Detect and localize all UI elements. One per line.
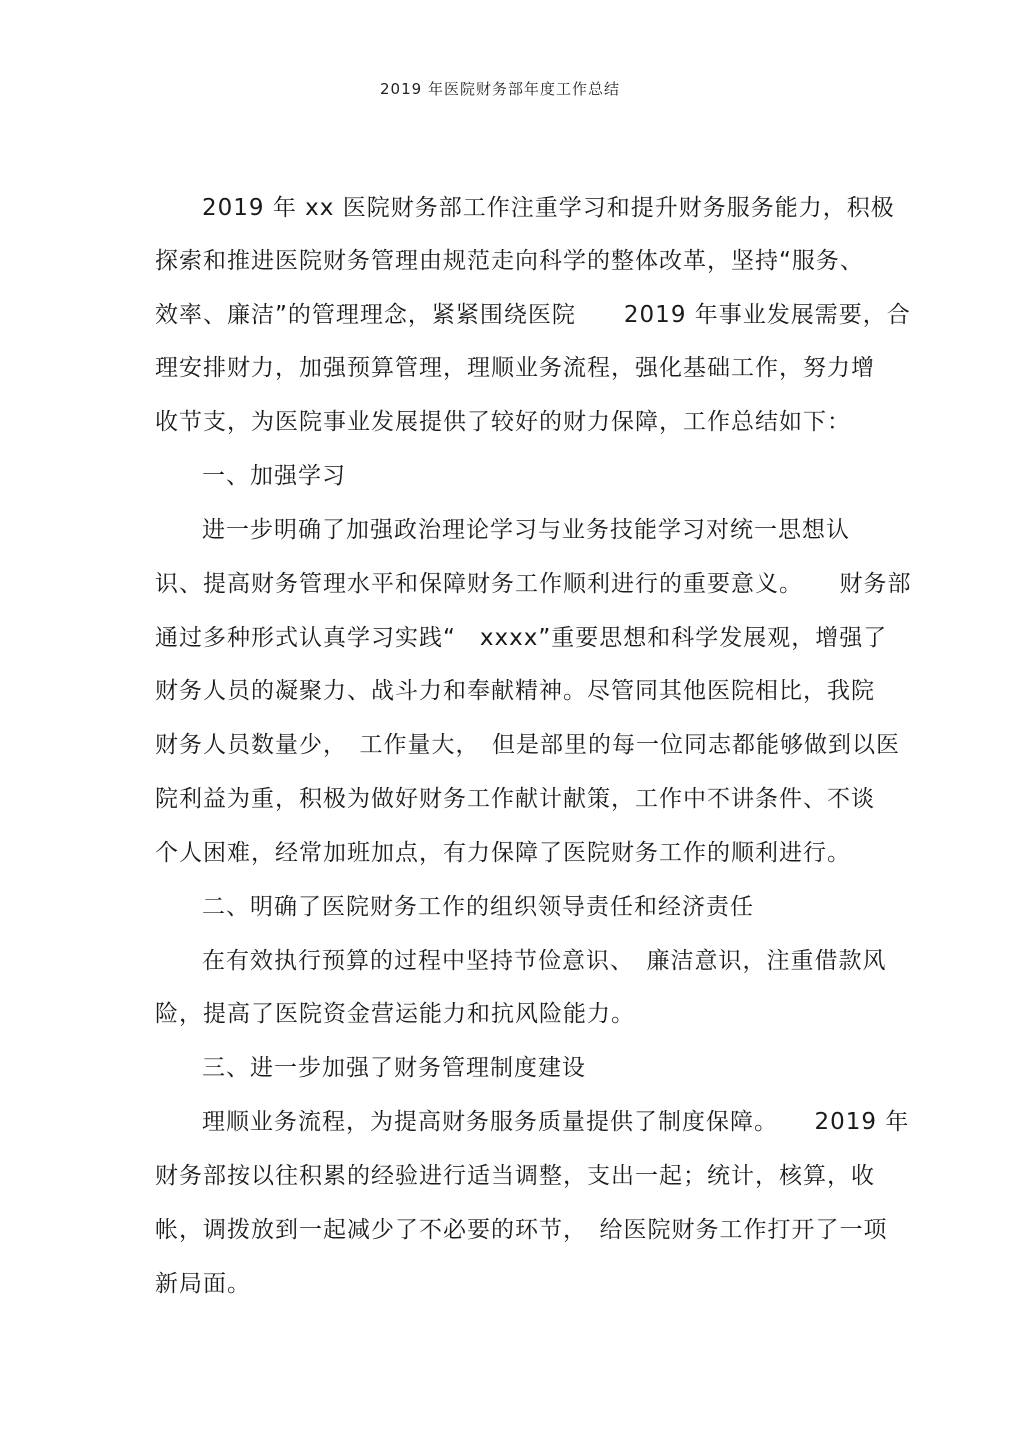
paragraph-line: 2019 年 xx 医院财务部工作注重学习和提升财务服务能力，积极	[202, 195, 895, 221]
paragraph-line: 个人困难，经常加班加点，有力保障了医院财务工作的顺利进行。	[155, 840, 851, 866]
paragraph-line: 识、提高财务管理水平和保障财务工作顺利进行的重要意义。 财务部	[155, 571, 912, 597]
paragraph-line: 通过多种形式认真学习实践“ xxxx”重要思想和科学发展观，增强了	[155, 625, 888, 651]
section-heading: 二、明确了医院财务工作的组织领导责任和经济责任	[202, 894, 754, 920]
paragraph-line: 在有效执行预算的过程中坚持节俭意识、 廉洁意识，注重借款风	[202, 948, 887, 974]
paragraph-line: 理顺业务流程，为提高财务服务质量提供了制度保障。 2019 年	[202, 1109, 910, 1135]
paragraph-line: 探索和推进医院财务管理由规范走向科学的整体改革，坚持“服务、	[155, 248, 864, 274]
paragraph-line: 新局面。	[155, 1271, 251, 1297]
section-heading: 三、进一步加强了财务管理制度建设	[202, 1055, 586, 1081]
paragraph-line: 险，提高了医院资金营运能力和抗风险能力。	[155, 1001, 635, 1027]
paragraph-line: 财务部按以往积累的经验进行适当调整，支出一起；统计，核算，收	[155, 1163, 875, 1189]
paragraph-line: 收节支，为医院事业发展提供了较好的财力保障，工作总结如下：	[155, 409, 851, 435]
paragraph-line: 院利益为重，积极为做好财务工作献计献策，工作中不讲条件、不谈	[155, 786, 875, 812]
document-title: 2019 年医院财务部年度工作总结	[380, 80, 620, 98]
section-heading: 一、加强学习	[202, 463, 346, 489]
paragraph-line: 财务人员数量少， 工作量大， 但是部里的每一位同志都能够做到以医	[155, 732, 900, 758]
paragraph-line: 效率、廉洁”的管理理念，紧紧围绕医院 2019 年事业发展需要，合	[155, 302, 911, 328]
paragraph-line: 理安排财力，加强预算管理，理顺业务流程，强化基础工作，努力增	[155, 355, 875, 381]
paragraph-line: 进一步明确了加强政治理论学习与业务技能学习对统一思想认	[202, 517, 850, 543]
paragraph-line: 帐，调拨放到一起减少了不必要的环节， 给医院财务工作打开了一项	[155, 1217, 888, 1243]
paragraph-line: 财务人员的凝聚力、战斗力和奉献精神。尽管同其他医院相比，我院	[155, 678, 875, 704]
